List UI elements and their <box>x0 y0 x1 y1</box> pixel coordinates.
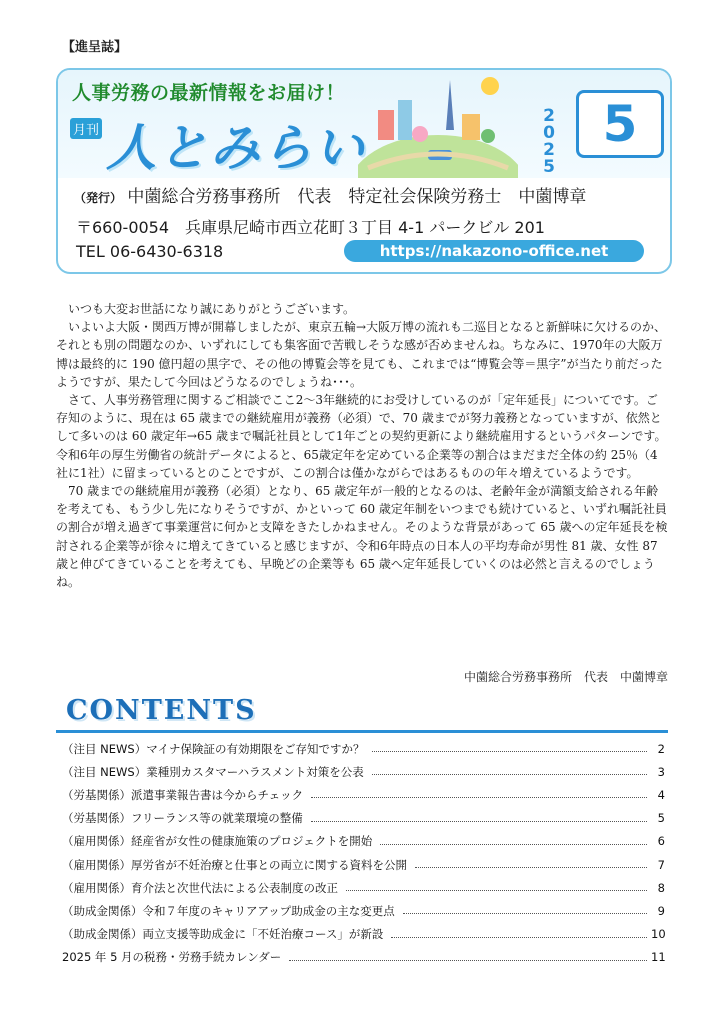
toc-leader <box>372 751 647 752</box>
toc-label: （労基関係）フリーランス等の就業環境の整備 <box>62 811 303 826</box>
toc-item[interactable] <box>62 830 665 853</box>
contents-divider <box>56 730 668 733</box>
postal-address: 〒660-0054 兵庫県尼崎市西立花町３丁目 4-1 パークビル 201 <box>76 218 545 237</box>
toc-page: 6 <box>657 834 665 849</box>
issuer-hakko: （発行） <box>74 191 123 205</box>
toc-leader <box>415 867 647 868</box>
toc-page: 9 <box>657 903 665 918</box>
toc-item[interactable] <box>62 853 665 876</box>
toc-leader <box>346 890 647 891</box>
toc-leader <box>380 844 647 845</box>
toc-item[interactable] <box>62 760 665 783</box>
toc-page: 5 <box>657 811 665 826</box>
newsletter-title: 人とみらい <box>106 118 366 177</box>
toc-leader <box>311 821 647 822</box>
issue-month: 5 <box>576 90 664 158</box>
toc-page: 10 <box>651 927 666 942</box>
contents-heading: CONTENTS <box>66 695 257 726</box>
toc-label: （助成金関係）令和７年度のキャリアアップ助成金の主な変更点 <box>62 903 395 918</box>
greeting-paragraph: 70 歳までの継続雇用が義務（必須）となり、65 歳定年が一般的となるのは、老齢年金が満額支給される年齢を考えても、もう少し先になりそうですが、かといって 60 歳定年制をいつまでも続けていると、いずれ嘱託社員の割合が増え過ぎて事業運営に何かと支障をきたしかねません。そのような背景があって 65 歳への定年延長を検討される企業等が徐々に増えてきていると感じますが、令和6年時点の日本人の平均寿命が男性 81 歳、女性 87 歳と伸びてきていることを考えても、早晩どの企業等も 65 歳へ定年延長していくのは必然と言えるのでしょうね。 <box>56 484 668 590</box>
website-link[interactable]: https://nakazono-office.net <box>344 240 644 262</box>
telephone: TEL 06-6430-6318 <box>76 242 224 261</box>
greeting-paragraph: さて、人事労務管理に関するご相談でここ2～3年継続的にお受けしているのが「定年延長」についてです。ご存知のように、現在は 65 歳までの継続雇用が義務（必須）で、70 歳までが努力義務となっていますが、依然として多いのは 60 歳定年→65 歳まで嘱託社員として1年ごとの契約更新により継続雇用するというパターンです。令和6年の厚生労働省の統計データによると、65歳定年を定めている企業等の割合はまだまだ全体の約 25％（4社に1社）に留まっているとのことですが、この割合は僅かながらではあるものの年々増えているようです。 <box>56 393 667 480</box>
tree-icon <box>481 129 495 143</box>
issuer-name: 中薗総合労務事務所 代表 特定社会保険労務士 中薗博章 <box>127 187 587 207</box>
toc-leader <box>372 774 647 775</box>
tree-icon <box>412 126 428 142</box>
year-digit: 2 <box>543 106 555 126</box>
toc-leader <box>391 937 647 938</box>
toc-item[interactable] <box>62 899 665 922</box>
toc-label: （雇用関係）経産省が女性の健康施策のプロジェクトを開始 <box>62 834 373 849</box>
greeting-paragraph: いよいよ大阪・関西万博が開幕しましたが、東京五輪→大阪万博の流れも二巡目となると新鮮味に欠けるのか、それとも別の問題なのか、いずれにしても集客面で苦戦しそうな感が否めませんね。ちなみに、1970年の大阪万博は最終的に 190 億円超の黒字で、その他の博覧会等を見ても、これまでは“博覧会等＝黒字”が当たり前だったようですが、果たして今回はどうなるのでしょうね･･･。 <box>56 320 667 389</box>
toc-label: （注目 NEWS）マイナ保険証の有効期限をご存知ですか？ <box>62 741 365 756</box>
toc-label: （雇用関係）厚労省が不妊治療と仕事との両立に関する資料を公開 <box>62 857 407 872</box>
building-icon <box>462 114 480 140</box>
table-of-contents <box>62 737 665 969</box>
toc-page: 2 <box>657 741 665 756</box>
year-digit: 0 <box>543 123 555 143</box>
building-icon <box>378 110 394 140</box>
toc-item[interactable] <box>62 923 665 946</box>
monthly-label: 月刊 <box>70 118 102 139</box>
catchphrase: 人事労務の最新情報をお届け！ <box>72 82 346 104</box>
toc-page: 11 <box>651 950 666 965</box>
toc-leader <box>403 913 647 914</box>
building-icon <box>398 100 412 140</box>
toc-page: 7 <box>657 857 665 872</box>
toc-leader <box>289 960 647 961</box>
issue-year <box>530 108 568 176</box>
toc-item[interactable] <box>62 946 665 969</box>
masthead <box>56 68 672 274</box>
toc-page: 3 <box>657 764 665 779</box>
town-illustration <box>358 70 518 178</box>
toc-item[interactable] <box>62 807 665 830</box>
toc-item[interactable] <box>62 876 665 899</box>
toc-page: 4 <box>657 787 665 802</box>
issuer-line <box>74 182 586 207</box>
toc-label: （助成金関係）両立支援等助成金に「不妊治療コース」が新設 <box>62 927 384 942</box>
greeting-body <box>56 300 669 591</box>
toc-label: （労基関係）派遣事業報告書は今からチェック <box>62 787 304 802</box>
presentation-tag: 【進呈誌】 <box>62 40 128 55</box>
year-digit: 2 <box>543 140 555 160</box>
toc-page: 8 <box>657 880 665 895</box>
toc-item[interactable] <box>62 783 665 806</box>
greeting-paragraph: いつも大変お世話になり誠にありがとうございます。 <box>68 302 356 316</box>
toc-label: （雇用関係）育介法と次世代法による公表制度の改正 <box>62 880 338 895</box>
toc-leader <box>311 797 647 798</box>
tower-icon <box>446 80 454 130</box>
sun-icon <box>481 77 499 95</box>
toc-label: 2025 年 5 月の税務・労務手続カレンダー <box>62 950 282 965</box>
year-digit: 5 <box>543 157 555 177</box>
toc-label: （注目 NEWS）業種別カスタマーハラスメント対策を公表 <box>62 764 364 779</box>
signature: 中薗総合労務事務所 代表 中薗博章 <box>463 670 668 684</box>
toc-item[interactable] <box>62 737 665 760</box>
